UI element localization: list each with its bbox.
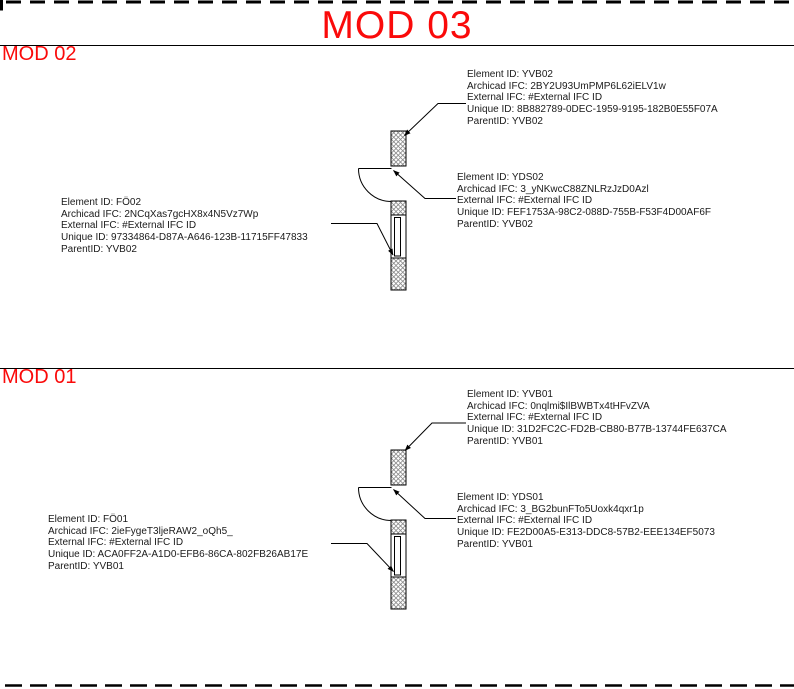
annotation-fo02	[61, 197, 308, 255]
annotation-line: Element ID: YDS01	[457, 492, 544, 503]
annotation-line: ParentID: YVB01	[467, 435, 543, 447]
annotation-line: Unique ID: 8B882789-0DEC-1959-9195-182B0E55F07A	[467, 103, 718, 115]
annotation-line: Unique ID: 31D2FC2C-FD2B-CB80-B77B-13744FE637CA	[467, 423, 727, 435]
annotation-line: Archicad IFC: 3_BG2bunFTo5Uoxk4qxr1p	[457, 503, 644, 515]
leader-yds02	[394, 171, 457, 199]
annotation-line: Element ID: YDS02	[457, 172, 544, 183]
annotation-line: External IFC: #External IFC ID	[467, 92, 603, 104]
annotation-line: Archicad IFC: 3_yNKwcC88ZNLRzJzD0Azl	[457, 183, 649, 195]
annotation-line: Element ID: YVB01	[467, 389, 553, 400]
annotation-yds01	[457, 492, 715, 550]
annotation-line: External IFC: #External IFC ID	[61, 220, 197, 232]
annotation-line: Archicad IFC: 2ieFygeT3ljeRAW2_oQh5_	[48, 525, 233, 537]
section-label-mod02: MOD 02	[2, 43, 77, 65]
annotation-line: Element ID: YVB02	[467, 69, 553, 80]
annotation-yvb01	[467, 389, 727, 447]
annotation-fo01	[48, 514, 308, 572]
annotation-line: Unique ID: FEF1753A-98C2-088D-755B-F53F4D00AF6F	[457, 206, 712, 218]
section-label-mod01: MOD 01	[2, 366, 77, 388]
annotation-line: ParentID: YVB01	[457, 538, 533, 550]
annotation-line: Unique ID: 97334864-D87A-A646-123B-11715FF47833	[61, 231, 308, 243]
annotation-line: External IFC: #External IFC ID	[457, 195, 593, 207]
annotation-line: Archicad IFC: 2BY2U93UmPMP6L62iELV1w	[467, 80, 666, 92]
annotation-line: Unique ID: ACA0FF2A-A1D0-EFB6-86CA-802FB26AB17E	[48, 548, 309, 560]
annotation-line: ParentID: YVB02	[61, 243, 137, 255]
annotation-line: Archicad IFC: 0nqlmi$IlBWBTx4tHFvZVA	[467, 400, 650, 412]
leader-yvb02	[405, 104, 467, 136]
door-symbol-mod01	[359, 450, 407, 609]
annotation-line: Element ID: FÖ01	[48, 514, 129, 525]
leader-fo01	[331, 544, 394, 572]
annotation-line: ParentID: YVB01	[48, 560, 124, 572]
annotation-line: Archicad IFC: 2NCqXas7gcHX8x4N5Vz7Wp	[61, 208, 259, 220]
annotation-line: Unique ID: FE2D00A5-E313-DDC8-57B2-EEE134EF5073	[457, 526, 715, 538]
leader-yvb01	[405, 423, 466, 451]
leader-yds01	[394, 490, 457, 519]
sheet-title: MOD 03	[321, 4, 473, 47]
annotation-line: ParentID: YVB02	[467, 115, 543, 127]
annotation-line: External IFC: #External IFC ID	[457, 515, 593, 527]
annotation-line: Element ID: FÖ02	[61, 197, 142, 208]
annotation-yds02	[457, 172, 711, 230]
annotation-line: External IFC: #External IFC ID	[467, 412, 603, 424]
annotation-line: ParentID: YVB02	[457, 218, 533, 230]
leader-fo02	[331, 224, 393, 256]
door-symbol-mod02	[359, 131, 407, 290]
annotation-line: External IFC: #External IFC ID	[48, 537, 184, 549]
annotation-yvb02	[467, 69, 718, 127]
